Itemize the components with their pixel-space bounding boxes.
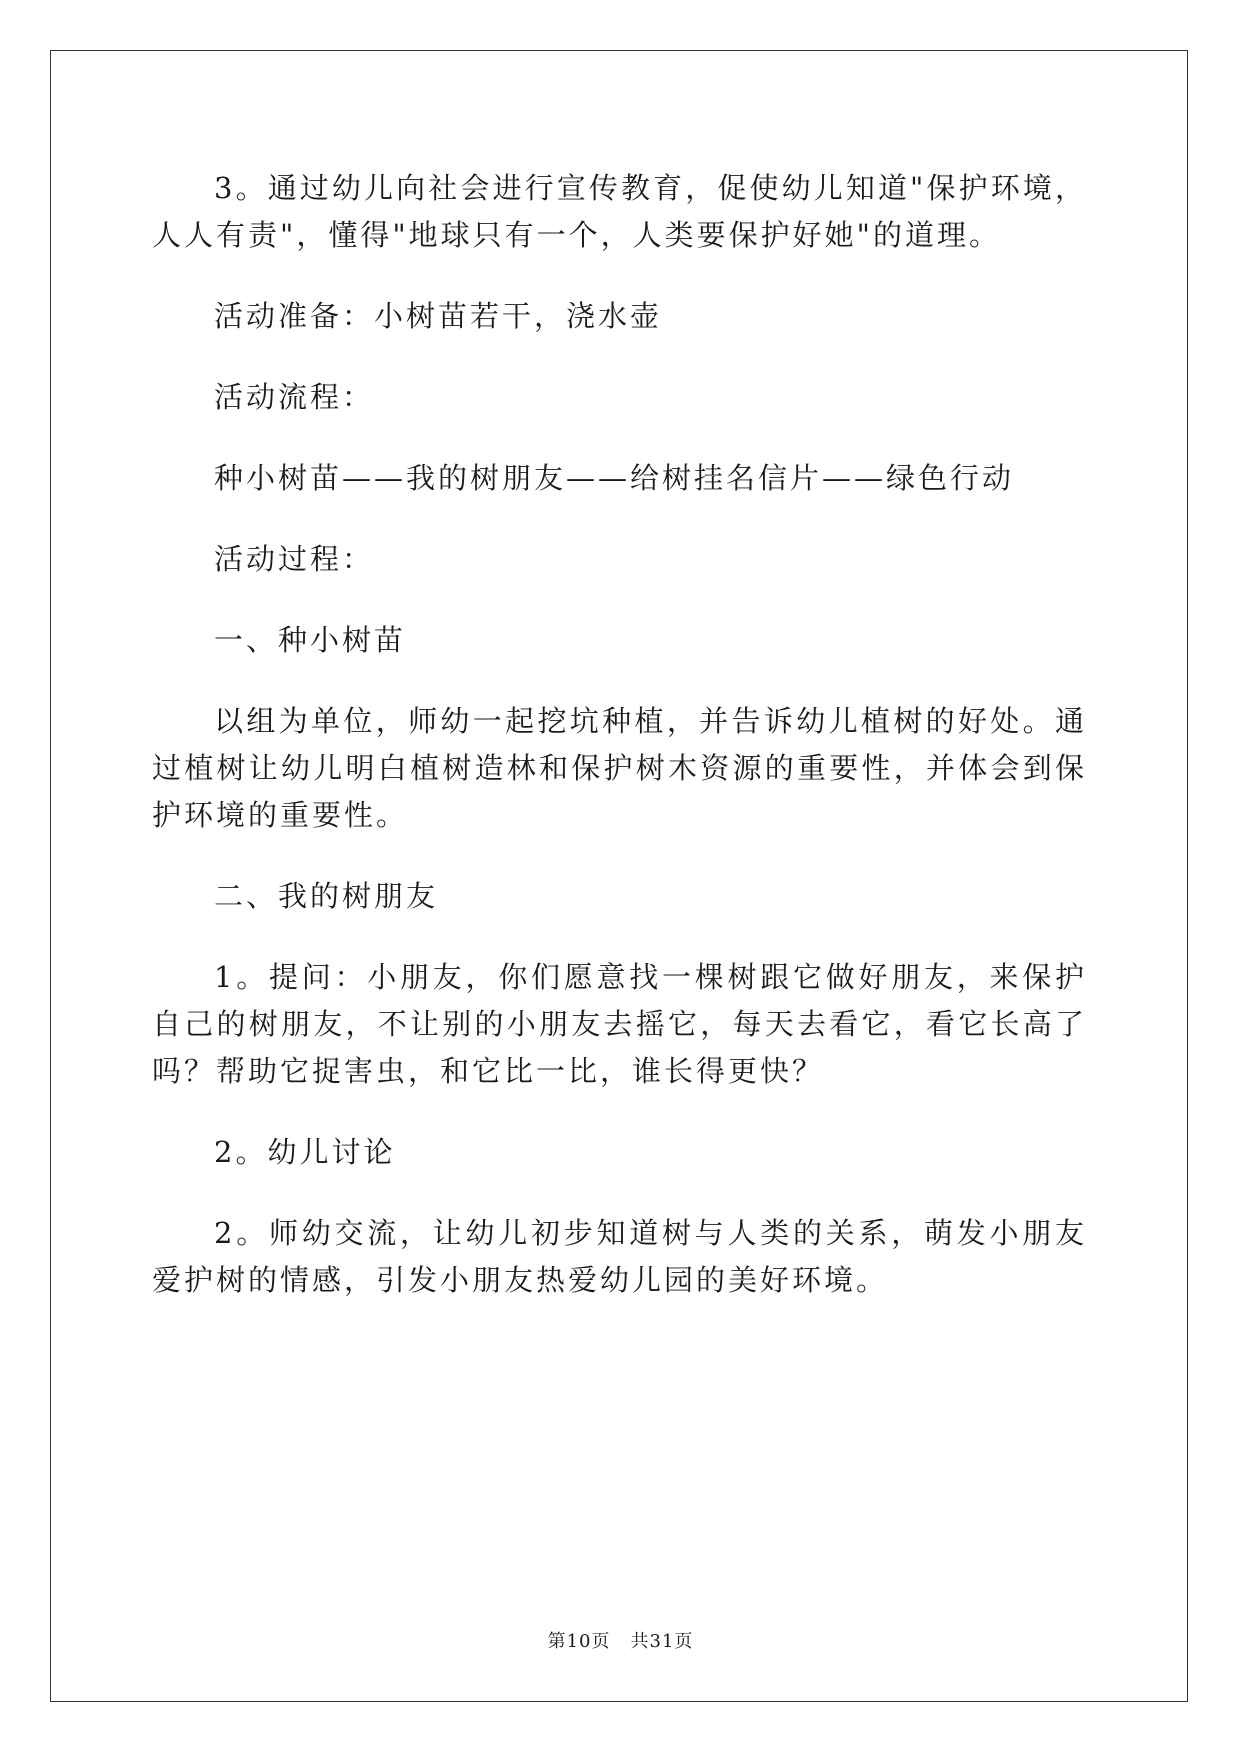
paragraph-question: 1。提问：小朋友，你们愿意找一棵树跟它做好朋友，来保护自己的树朋友，不让别的小朋友去摇它，每天去看它，看它长高了吗？帮助它捉害虫，和它比一比，谁长得更快？ <box>152 960 1087 1088</box>
paragraph-discussion: 2。幼儿讨论 <box>214 1135 396 1169</box>
paragraph-flow: 种小树苗——我的树朋友——给树挂名信片——绿色行动 <box>214 461 1015 495</box>
paragraph-flow-heading: 活动流程： <box>214 380 375 414</box>
paragraph-goal-3: 3。通过幼儿向社会进行宣传教育，促使幼儿知道"保护环境，人人有责"，懂得"地球只有一个，人类要保护好她"的道理。 <box>152 171 1087 252</box>
paragraph-planting: 以组为单位，师幼一起挖坑种植，并告诉幼儿植树的好处。通过植树让幼儿明白植树造林和保护树木资源的重要性，并体会到保护环境的重要性。 <box>152 704 1087 832</box>
paragraph-process-heading: 活动过程： <box>214 542 375 576</box>
current-page-number: 10 <box>566 1631 592 1652</box>
document-body <box>152 165 1087 1338</box>
paragraph-exchange: 2。师幼交流，让幼儿初步知道树与人类的关系，萌发小朋友爱护树的情感，引发小朋友热爱幼儿园的美好环境。 <box>152 1216 1087 1297</box>
total-pages-number: 31 <box>649 1631 675 1652</box>
section-heading-2: 二、我的树朋友 <box>214 879 439 913</box>
page-label-suffix: 页 <box>591 1631 611 1652</box>
section-heading-1: 一、种小树苗 <box>214 623 407 657</box>
page-label-prefix: 第 <box>547 1631 567 1652</box>
page-footer <box>0 1627 1241 1653</box>
total-label-suffix: 页 <box>674 1631 694 1652</box>
paragraph-preparation: 活动准备：小树苗若干，浇水壶 <box>214 299 663 333</box>
total-label-prefix: 共 <box>630 1631 650 1652</box>
